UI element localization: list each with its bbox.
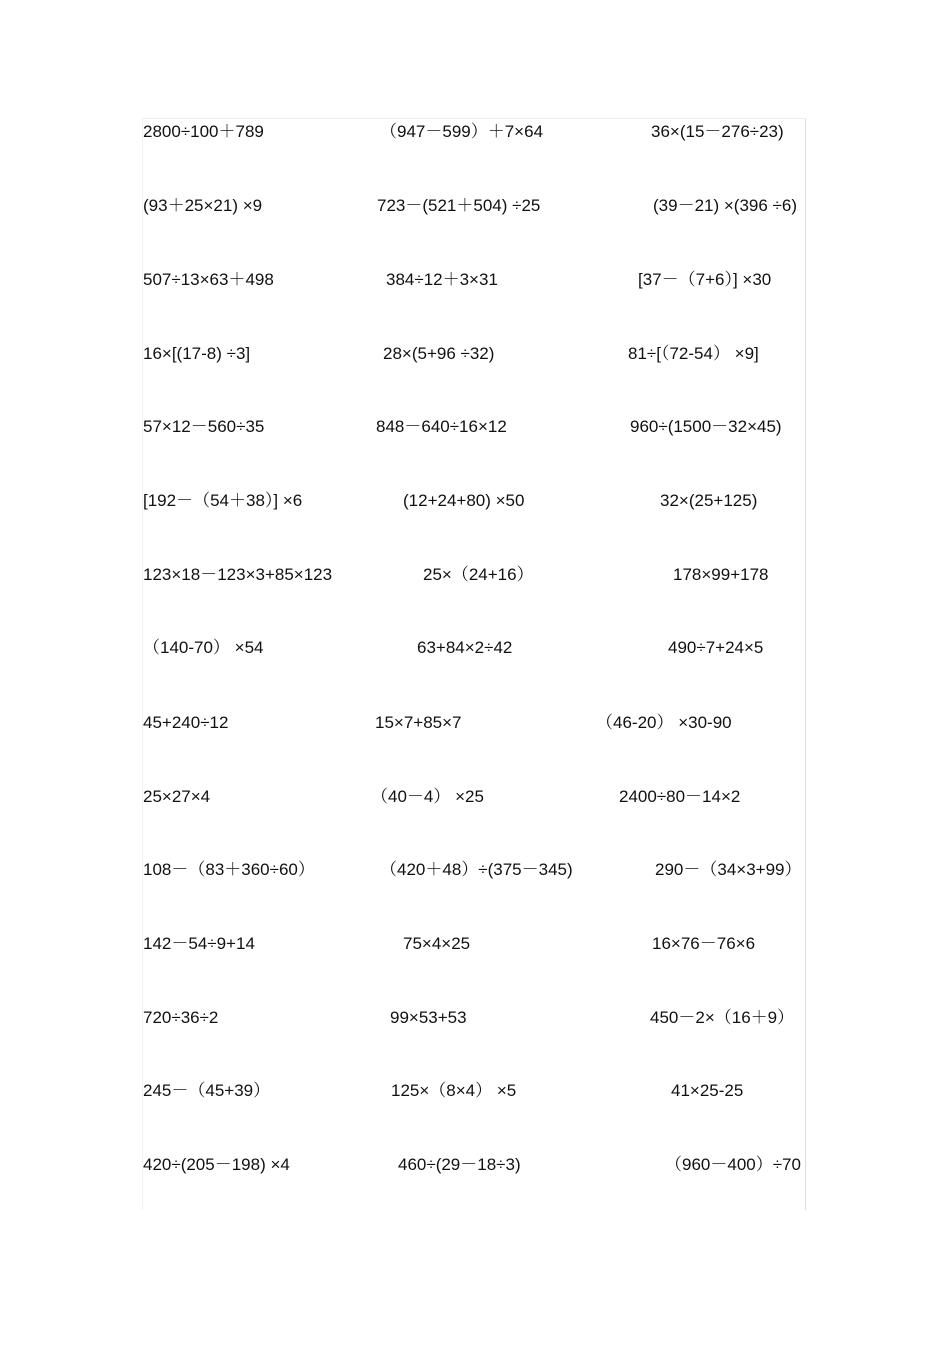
arithmetic-problem-r12-c3: 16×76－76×6 bbox=[652, 934, 756, 953]
arithmetic-problem-r2-c1: (93＋25×21) ×9 bbox=[143, 196, 263, 215]
arithmetic-problem-r15-c3: （960－400）÷70 bbox=[665, 1155, 801, 1174]
arithmetic-problem-r4-c2: 28×(5+96 ÷32) bbox=[383, 344, 495, 363]
arithmetic-problem-r2-c3: (39－21) ×(396 ÷6) bbox=[653, 196, 797, 215]
arithmetic-problem-r15-c2: 460÷(29－18÷3) bbox=[398, 1155, 521, 1174]
arithmetic-problem-r15-c1: 420÷(205－198) ×4 bbox=[143, 1155, 290, 1174]
arithmetic-problem-r4-c3: 81÷[（72-54） ×9] bbox=[628, 344, 759, 363]
arithmetic-problem-r10-c2: （40－4） ×25 bbox=[371, 787, 484, 806]
arithmetic-problem-r13-c1: 720÷36÷2 bbox=[143, 1008, 219, 1027]
arithmetic-problem-r12-c2: 75×4×25 bbox=[403, 934, 471, 953]
arithmetic-problem-r5-c2: 848－640÷16×12 bbox=[376, 417, 507, 436]
arithmetic-problem-r7-c3: 178×99+178 bbox=[673, 565, 769, 584]
arithmetic-problem-r14-c2: 125×（8×4） ×5 bbox=[391, 1081, 517, 1100]
arithmetic-problem-r4-c1: 16×[(17-8) ÷3] bbox=[143, 344, 251, 363]
arithmetic-problem-r3-c1: 507÷13×63＋498 bbox=[143, 270, 274, 289]
arithmetic-problem-r11-c2: （420＋48）÷(375－345) bbox=[380, 860, 573, 879]
arithmetic-problem-r10-c1: 25×27×4 bbox=[143, 787, 211, 806]
arithmetic-problem-r2-c2: 723－(521＋504) ÷25 bbox=[377, 196, 541, 215]
arithmetic-problem-r11-c3: 290－（34×3+99） bbox=[655, 860, 802, 879]
arithmetic-problem-r6-c1: [192－（54＋38）] ×6 bbox=[143, 491, 303, 510]
arithmetic-problem-r3-c2: 384÷12＋3×31 bbox=[386, 270, 498, 289]
arithmetic-problem-r13-c3: 450－2×（16＋9） bbox=[650, 1008, 795, 1027]
arithmetic-problem-r7-c2: 25×（24+16） bbox=[423, 565, 534, 584]
arithmetic-problem-r6-c3: 32×(25+125) bbox=[660, 491, 758, 510]
arithmetic-problem-r11-c1: 108－（83＋360÷60） bbox=[143, 860, 315, 879]
arithmetic-problem-r14-c3: 41×25-25 bbox=[671, 1081, 744, 1100]
arithmetic-problem-r6-c2: (12+24+80) ×50 bbox=[403, 491, 525, 510]
arithmetic-problem-r5-c3: 960÷(1500－32×45) bbox=[630, 417, 782, 436]
arithmetic-problem-r3-c3: [37－（7+6）] ×30 bbox=[638, 270, 772, 289]
arithmetic-problem-r1-c2: （947－599）＋7×64 bbox=[380, 122, 544, 141]
arithmetic-problem-r5-c1: 57×12－560÷35 bbox=[143, 417, 265, 436]
arithmetic-problem-r13-c2: 99×53+53 bbox=[390, 1008, 467, 1027]
arithmetic-problem-r9-c3: （46-20） ×30-90 bbox=[596, 713, 732, 732]
arithmetic-problem-r1-c1: 2800÷100＋789 bbox=[143, 122, 264, 141]
arithmetic-problem-r7-c1: 123×18－123×3+85×123 bbox=[143, 565, 333, 584]
arithmetic-problem-r1-c3: 36×(15－276÷23) bbox=[651, 122, 784, 141]
arithmetic-problem-r9-c2: 15×7+85×7 bbox=[375, 713, 462, 732]
arithmetic-problem-r8-c1: （140-70） ×54 bbox=[143, 638, 264, 657]
arithmetic-problem-r10-c3: 2400÷80－14×2 bbox=[619, 787, 741, 806]
arithmetic-problem-r14-c1: 245－（45+39） bbox=[143, 1081, 271, 1100]
arithmetic-problem-r8-c3: 490÷7+24×5 bbox=[668, 638, 764, 657]
arithmetic-problem-r12-c1: 142－54÷9+14 bbox=[143, 934, 255, 953]
arithmetic-problem-r9-c1: 45+240÷12 bbox=[143, 713, 229, 732]
arithmetic-problem-r8-c2: 63+84×2÷42 bbox=[417, 638, 513, 657]
